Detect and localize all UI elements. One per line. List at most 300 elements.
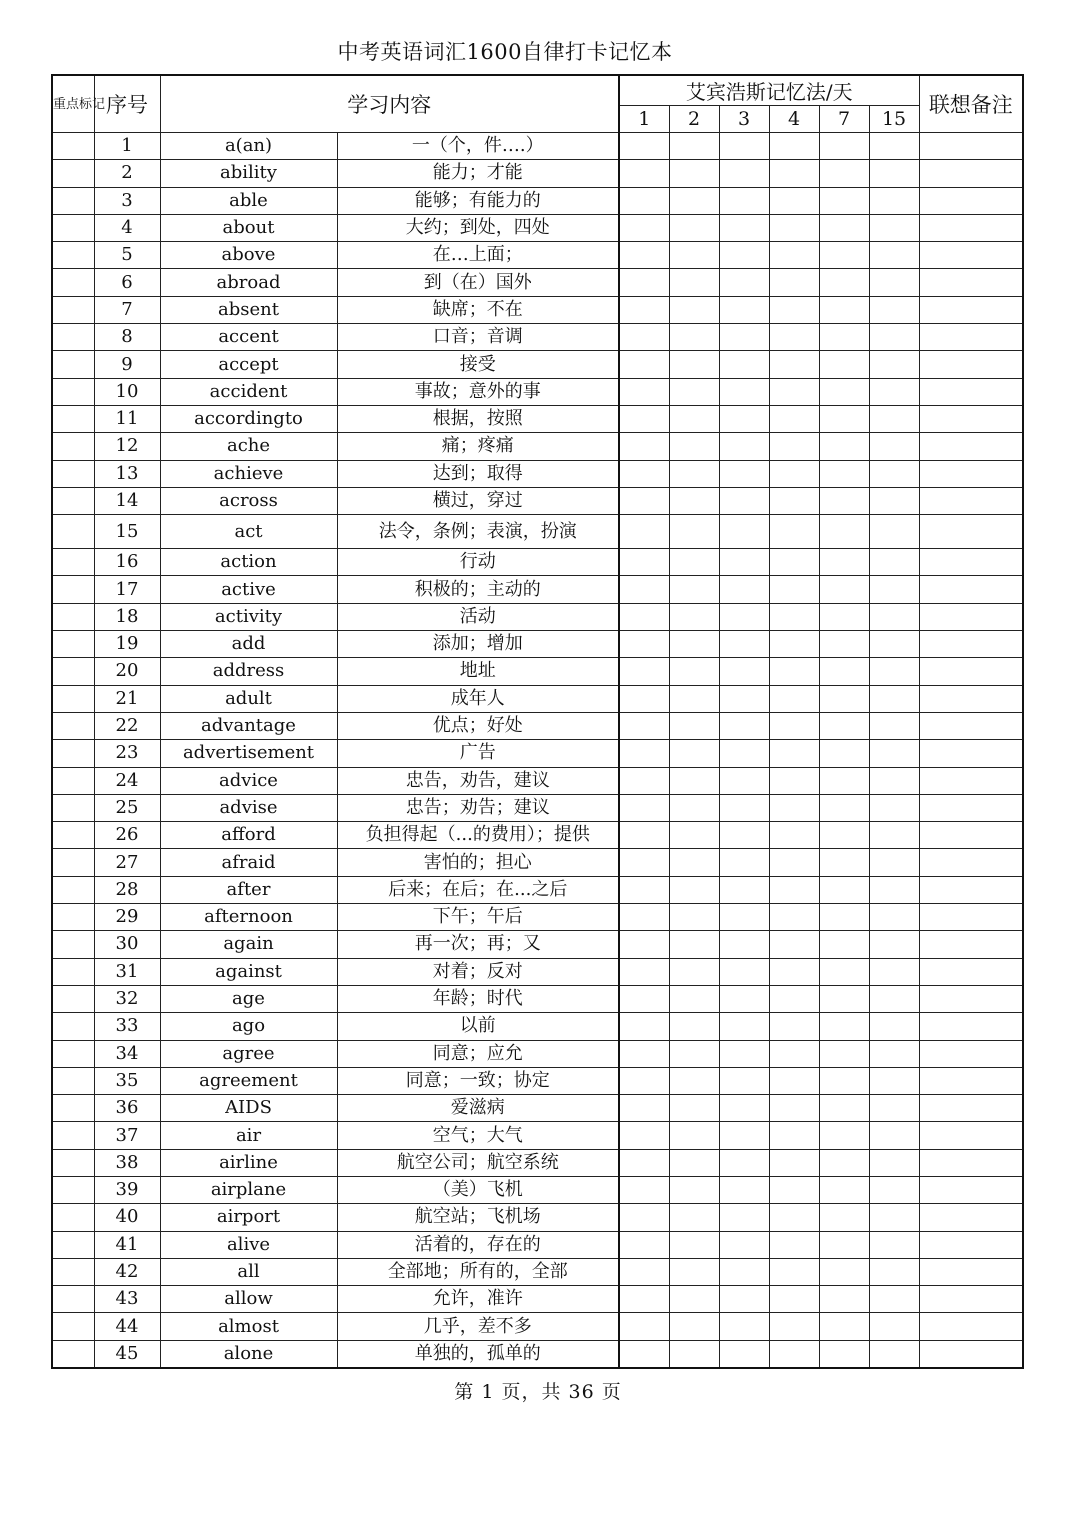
day-3-checkbox-cell[interactable] [719,405,769,432]
day-1-checkbox-cell[interactable] [619,160,669,187]
day-15-checkbox-cell[interactable] [869,214,919,241]
notes-cell[interactable] [919,685,1023,712]
day-15-checkbox-cell[interactable] [869,1313,919,1340]
mark-cell[interactable] [52,269,94,296]
mark-cell[interactable] [52,433,94,460]
day-2-checkbox-cell[interactable] [669,324,719,351]
day-7-checkbox-cell[interactable] [819,576,869,603]
notes-cell[interactable] [919,269,1023,296]
day-15-checkbox-cell[interactable] [869,242,919,269]
notes-cell[interactable] [919,242,1023,269]
notes-cell[interactable] [919,405,1023,432]
day-2-checkbox-cell[interactable] [669,187,719,214]
day-7-checkbox-cell[interactable] [819,324,869,351]
day-1-checkbox-cell[interactable] [619,487,669,514]
day-3-checkbox-cell[interactable] [719,985,769,1012]
day-1-checkbox-cell[interactable] [619,822,669,849]
day-15-checkbox-cell[interactable] [869,794,919,821]
mark-cell[interactable] [52,822,94,849]
day-1-checkbox-cell[interactable] [619,1258,669,1285]
notes-cell[interactable] [919,822,1023,849]
mark-cell[interactable] [52,740,94,767]
day-7-checkbox-cell[interactable] [819,549,869,576]
mark-cell[interactable] [52,378,94,405]
day-7-checkbox-cell[interactable] [819,487,869,514]
notes-cell[interactable] [919,1313,1023,1340]
day-7-checkbox-cell[interactable] [819,515,869,549]
day-4-checkbox-cell[interactable] [769,351,819,378]
day-4-checkbox-cell[interactable] [769,849,819,876]
day-2-checkbox-cell[interactable] [669,378,719,405]
day-7-checkbox-cell[interactable] [819,1258,869,1285]
notes-cell[interactable] [919,1340,1023,1368]
day-7-checkbox-cell[interactable] [819,160,869,187]
day-4-checkbox-cell[interactable] [769,958,819,985]
day-1-checkbox-cell[interactable] [619,767,669,794]
day-1-checkbox-cell[interactable] [619,242,669,269]
day-15-checkbox-cell[interactable] [869,549,919,576]
day-1-checkbox-cell[interactable] [619,269,669,296]
mark-cell[interactable] [52,576,94,603]
day-15-checkbox-cell[interactable] [869,1067,919,1094]
day-7-checkbox-cell[interactable] [819,1176,869,1203]
day-4-checkbox-cell[interactable] [769,187,819,214]
notes-cell[interactable] [919,160,1023,187]
day-3-checkbox-cell[interactable] [719,658,769,685]
day-1-checkbox-cell[interactable] [619,576,669,603]
day-3-checkbox-cell[interactable] [719,631,769,658]
day-2-checkbox-cell[interactable] [669,576,719,603]
day-15-checkbox-cell[interactable] [869,160,919,187]
day-2-checkbox-cell[interactable] [669,133,719,160]
notes-cell[interactable] [919,904,1023,931]
day-3-checkbox-cell[interactable] [719,487,769,514]
day-4-checkbox-cell[interactable] [769,1286,819,1313]
day-7-checkbox-cell[interactable] [819,849,869,876]
notes-cell[interactable] [919,133,1023,160]
day-3-checkbox-cell[interactable] [719,1067,769,1094]
mark-cell[interactable] [52,296,94,323]
notes-cell[interactable] [919,767,1023,794]
day-4-checkbox-cell[interactable] [769,876,819,903]
day-2-checkbox-cell[interactable] [669,1258,719,1285]
day-1-checkbox-cell[interactable] [619,460,669,487]
day-4-checkbox-cell[interactable] [769,515,819,549]
notes-cell[interactable] [919,1122,1023,1149]
notes-cell[interactable] [919,712,1023,739]
mark-cell[interactable] [52,324,94,351]
day-3-checkbox-cell[interactable] [719,876,769,903]
day-1-checkbox-cell[interactable] [619,187,669,214]
notes-cell[interactable] [919,958,1023,985]
day-1-checkbox-cell[interactable] [619,324,669,351]
day-3-checkbox-cell[interactable] [719,685,769,712]
day-2-checkbox-cell[interactable] [669,931,719,958]
notes-cell[interactable] [919,1204,1023,1231]
day-2-checkbox-cell[interactable] [669,740,719,767]
day-3-checkbox-cell[interactable] [719,1040,769,1067]
mark-cell[interactable] [52,1067,94,1094]
day-7-checkbox-cell[interactable] [819,958,869,985]
mark-cell[interactable] [52,1095,94,1122]
notes-cell[interactable] [919,460,1023,487]
day-7-checkbox-cell[interactable] [819,214,869,241]
day-7-checkbox-cell[interactable] [819,460,869,487]
day-2-checkbox-cell[interactable] [669,1149,719,1176]
mark-cell[interactable] [52,1040,94,1067]
day-2-checkbox-cell[interactable] [669,958,719,985]
mark-cell[interactable] [52,1013,94,1040]
day-7-checkbox-cell[interactable] [819,767,869,794]
day-3-checkbox-cell[interactable] [719,1013,769,1040]
day-2-checkbox-cell[interactable] [669,603,719,630]
day-1-checkbox-cell[interactable] [619,1176,669,1203]
day-4-checkbox-cell[interactable] [769,767,819,794]
day-7-checkbox-cell[interactable] [819,794,869,821]
day-3-checkbox-cell[interactable] [719,378,769,405]
day-15-checkbox-cell[interactable] [869,1204,919,1231]
day-7-checkbox-cell[interactable] [819,685,869,712]
day-2-checkbox-cell[interactable] [669,1095,719,1122]
mark-cell[interactable] [52,1204,94,1231]
day-1-checkbox-cell[interactable] [619,1013,669,1040]
day-2-checkbox-cell[interactable] [669,631,719,658]
day-7-checkbox-cell[interactable] [819,296,869,323]
day-15-checkbox-cell[interactable] [869,904,919,931]
day-7-checkbox-cell[interactable] [819,1231,869,1258]
notes-cell[interactable] [919,515,1023,549]
notes-cell[interactable] [919,603,1023,630]
day-15-checkbox-cell[interactable] [869,849,919,876]
day-2-checkbox-cell[interactable] [669,1231,719,1258]
day-15-checkbox-cell[interactable] [869,631,919,658]
day-2-checkbox-cell[interactable] [669,1286,719,1313]
day-7-checkbox-cell[interactable] [819,985,869,1012]
day-3-checkbox-cell[interactable] [719,931,769,958]
day-4-checkbox-cell[interactable] [769,1340,819,1368]
day-2-checkbox-cell[interactable] [669,487,719,514]
day-4-checkbox-cell[interactable] [769,1204,819,1231]
day-7-checkbox-cell[interactable] [819,133,869,160]
day-1-checkbox-cell[interactable] [619,603,669,630]
day-3-checkbox-cell[interactable] [719,214,769,241]
day-3-checkbox-cell[interactable] [719,515,769,549]
day-15-checkbox-cell[interactable] [869,985,919,1012]
day-1-checkbox-cell[interactable] [619,1313,669,1340]
day-1-checkbox-cell[interactable] [619,378,669,405]
day-15-checkbox-cell[interactable] [869,576,919,603]
mark-cell[interactable] [52,1340,94,1368]
day-3-checkbox-cell[interactable] [719,296,769,323]
day-7-checkbox-cell[interactable] [819,1149,869,1176]
day-15-checkbox-cell[interactable] [869,296,919,323]
day-2-checkbox-cell[interactable] [669,985,719,1012]
notes-cell[interactable] [919,658,1023,685]
notes-cell[interactable] [919,985,1023,1012]
notes-cell[interactable] [919,849,1023,876]
day-4-checkbox-cell[interactable] [769,576,819,603]
day-7-checkbox-cell[interactable] [819,876,869,903]
day-15-checkbox-cell[interactable] [869,1340,919,1368]
day-1-checkbox-cell[interactable] [619,658,669,685]
day-7-checkbox-cell[interactable] [819,822,869,849]
day-3-checkbox-cell[interactable] [719,822,769,849]
mark-cell[interactable] [52,1122,94,1149]
notes-cell[interactable] [919,487,1023,514]
day-2-checkbox-cell[interactable] [669,876,719,903]
day-7-checkbox-cell[interactable] [819,1286,869,1313]
day-2-checkbox-cell[interactable] [669,242,719,269]
day-1-checkbox-cell[interactable] [619,794,669,821]
day-3-checkbox-cell[interactable] [719,1204,769,1231]
day-4-checkbox-cell[interactable] [769,242,819,269]
day-2-checkbox-cell[interactable] [669,1313,719,1340]
day-15-checkbox-cell[interactable] [869,133,919,160]
day-4-checkbox-cell[interactable] [769,1013,819,1040]
day-15-checkbox-cell[interactable] [869,460,919,487]
mark-cell[interactable] [52,187,94,214]
day-7-checkbox-cell[interactable] [819,740,869,767]
day-3-checkbox-cell[interactable] [719,1258,769,1285]
day-2-checkbox-cell[interactable] [669,549,719,576]
day-15-checkbox-cell[interactable] [869,1013,919,1040]
mark-cell[interactable] [52,1149,94,1176]
notes-cell[interactable] [919,931,1023,958]
day-7-checkbox-cell[interactable] [819,351,869,378]
notes-cell[interactable] [919,433,1023,460]
day-2-checkbox-cell[interactable] [669,405,719,432]
day-15-checkbox-cell[interactable] [869,1231,919,1258]
day-1-checkbox-cell[interactable] [619,351,669,378]
day-1-checkbox-cell[interactable] [619,1149,669,1176]
day-1-checkbox-cell[interactable] [619,740,669,767]
day-7-checkbox-cell[interactable] [819,1122,869,1149]
day-3-checkbox-cell[interactable] [719,460,769,487]
mark-cell[interactable] [52,931,94,958]
day-4-checkbox-cell[interactable] [769,378,819,405]
day-7-checkbox-cell[interactable] [819,187,869,214]
day-7-checkbox-cell[interactable] [819,1013,869,1040]
day-2-checkbox-cell[interactable] [669,1067,719,1094]
notes-cell[interactable] [919,1040,1023,1067]
day-15-checkbox-cell[interactable] [869,433,919,460]
day-15-checkbox-cell[interactable] [869,405,919,432]
day-4-checkbox-cell[interactable] [769,658,819,685]
day-1-checkbox-cell[interactable] [619,1286,669,1313]
day-4-checkbox-cell[interactable] [769,740,819,767]
notes-cell[interactable] [919,1095,1023,1122]
day-2-checkbox-cell[interactable] [669,515,719,549]
day-15-checkbox-cell[interactable] [869,187,919,214]
day-15-checkbox-cell[interactable] [869,1149,919,1176]
notes-cell[interactable] [919,631,1023,658]
day-15-checkbox-cell[interactable] [869,1095,919,1122]
day-4-checkbox-cell[interactable] [769,405,819,432]
notes-cell[interactable] [919,187,1023,214]
mark-cell[interactable] [52,1286,94,1313]
day-7-checkbox-cell[interactable] [819,931,869,958]
day-4-checkbox-cell[interactable] [769,1095,819,1122]
day-1-checkbox-cell[interactable] [619,712,669,739]
day-1-checkbox-cell[interactable] [619,958,669,985]
notes-cell[interactable] [919,1286,1023,1313]
day-4-checkbox-cell[interactable] [769,296,819,323]
day-2-checkbox-cell[interactable] [669,1013,719,1040]
day-1-checkbox-cell[interactable] [619,1067,669,1094]
mark-cell[interactable] [52,549,94,576]
day-4-checkbox-cell[interactable] [769,685,819,712]
day-1-checkbox-cell[interactable] [619,1231,669,1258]
mark-cell[interactable] [52,794,94,821]
day-2-checkbox-cell[interactable] [669,794,719,821]
day-2-checkbox-cell[interactable] [669,822,719,849]
day-1-checkbox-cell[interactable] [619,405,669,432]
day-1-checkbox-cell[interactable] [619,931,669,958]
mark-cell[interactable] [52,214,94,241]
day-3-checkbox-cell[interactable] [719,1286,769,1313]
day-3-checkbox-cell[interactable] [719,767,769,794]
day-4-checkbox-cell[interactable] [769,269,819,296]
notes-cell[interactable] [919,214,1023,241]
day-15-checkbox-cell[interactable] [869,767,919,794]
day-4-checkbox-cell[interactable] [769,794,819,821]
day-7-checkbox-cell[interactable] [819,378,869,405]
day-3-checkbox-cell[interactable] [719,603,769,630]
mark-cell[interactable] [52,515,94,549]
notes-cell[interactable] [919,1013,1023,1040]
day-3-checkbox-cell[interactable] [719,1095,769,1122]
day-2-checkbox-cell[interactable] [669,351,719,378]
day-7-checkbox-cell[interactable] [819,1313,869,1340]
mark-cell[interactable] [52,631,94,658]
day-2-checkbox-cell[interactable] [669,269,719,296]
day-15-checkbox-cell[interactable] [869,958,919,985]
day-4-checkbox-cell[interactable] [769,1122,819,1149]
day-4-checkbox-cell[interactable] [769,1067,819,1094]
day-15-checkbox-cell[interactable] [869,515,919,549]
day-2-checkbox-cell[interactable] [669,685,719,712]
day-4-checkbox-cell[interactable] [769,631,819,658]
notes-cell[interactable] [919,740,1023,767]
mark-cell[interactable] [52,904,94,931]
notes-cell[interactable] [919,1067,1023,1094]
mark-cell[interactable] [52,958,94,985]
day-3-checkbox-cell[interactable] [719,904,769,931]
day-4-checkbox-cell[interactable] [769,904,819,931]
day-2-checkbox-cell[interactable] [669,1176,719,1203]
mark-cell[interactable] [52,712,94,739]
notes-cell[interactable] [919,1176,1023,1203]
mark-cell[interactable] [52,1231,94,1258]
day-4-checkbox-cell[interactable] [769,460,819,487]
mark-cell[interactable] [52,876,94,903]
day-4-checkbox-cell[interactable] [769,1258,819,1285]
day-7-checkbox-cell[interactable] [819,603,869,630]
mark-cell[interactable] [52,658,94,685]
day-2-checkbox-cell[interactable] [669,1040,719,1067]
day-7-checkbox-cell[interactable] [819,405,869,432]
day-1-checkbox-cell[interactable] [619,985,669,1012]
mark-cell[interactable] [52,487,94,514]
day-3-checkbox-cell[interactable] [719,1313,769,1340]
day-4-checkbox-cell[interactable] [769,1176,819,1203]
day-3-checkbox-cell[interactable] [719,740,769,767]
day-2-checkbox-cell[interactable] [669,1340,719,1368]
notes-cell[interactable] [919,1231,1023,1258]
day-2-checkbox-cell[interactable] [669,849,719,876]
mark-cell[interactable] [52,603,94,630]
day-4-checkbox-cell[interactable] [769,931,819,958]
day-3-checkbox-cell[interactable] [719,549,769,576]
mark-cell[interactable] [52,849,94,876]
day-1-checkbox-cell[interactable] [619,849,669,876]
day-15-checkbox-cell[interactable] [869,822,919,849]
day-15-checkbox-cell[interactable] [869,685,919,712]
day-3-checkbox-cell[interactable] [719,160,769,187]
day-3-checkbox-cell[interactable] [719,1176,769,1203]
notes-cell[interactable] [919,1149,1023,1176]
day-7-checkbox-cell[interactable] [819,631,869,658]
day-15-checkbox-cell[interactable] [869,603,919,630]
day-2-checkbox-cell[interactable] [669,904,719,931]
day-7-checkbox-cell[interactable] [819,1095,869,1122]
notes-cell[interactable] [919,576,1023,603]
notes-cell[interactable] [919,549,1023,576]
day-4-checkbox-cell[interactable] [769,1313,819,1340]
day-15-checkbox-cell[interactable] [869,740,919,767]
day-4-checkbox-cell[interactable] [769,549,819,576]
day-15-checkbox-cell[interactable] [869,658,919,685]
day-3-checkbox-cell[interactable] [719,849,769,876]
day-2-checkbox-cell[interactable] [669,1122,719,1149]
day-1-checkbox-cell[interactable] [619,296,669,323]
day-1-checkbox-cell[interactable] [619,433,669,460]
day-1-checkbox-cell[interactable] [619,876,669,903]
day-7-checkbox-cell[interactable] [819,658,869,685]
day-3-checkbox-cell[interactable] [719,1122,769,1149]
day-4-checkbox-cell[interactable] [769,712,819,739]
day-1-checkbox-cell[interactable] [619,214,669,241]
notes-cell[interactable] [919,324,1023,351]
day-15-checkbox-cell[interactable] [869,876,919,903]
day-7-checkbox-cell[interactable] [819,1040,869,1067]
day-15-checkbox-cell[interactable] [869,1258,919,1285]
day-3-checkbox-cell[interactable] [719,794,769,821]
day-7-checkbox-cell[interactable] [819,904,869,931]
day-3-checkbox-cell[interactable] [719,242,769,269]
mark-cell[interactable] [52,160,94,187]
day-15-checkbox-cell[interactable] [869,324,919,351]
notes-cell[interactable] [919,296,1023,323]
day-3-checkbox-cell[interactable] [719,133,769,160]
day-4-checkbox-cell[interactable] [769,133,819,160]
mark-cell[interactable] [52,1176,94,1203]
day-15-checkbox-cell[interactable] [869,487,919,514]
day-2-checkbox-cell[interactable] [669,296,719,323]
notes-cell[interactable] [919,876,1023,903]
day-15-checkbox-cell[interactable] [869,1122,919,1149]
mark-cell[interactable] [52,133,94,160]
day-4-checkbox-cell[interactable] [769,985,819,1012]
day-4-checkbox-cell[interactable] [769,603,819,630]
day-4-checkbox-cell[interactable] [769,487,819,514]
day-2-checkbox-cell[interactable] [669,160,719,187]
mark-cell[interactable] [52,242,94,269]
day-15-checkbox-cell[interactable] [869,269,919,296]
notes-cell[interactable] [919,794,1023,821]
day-1-checkbox-cell[interactable] [619,515,669,549]
day-15-checkbox-cell[interactable] [869,1176,919,1203]
